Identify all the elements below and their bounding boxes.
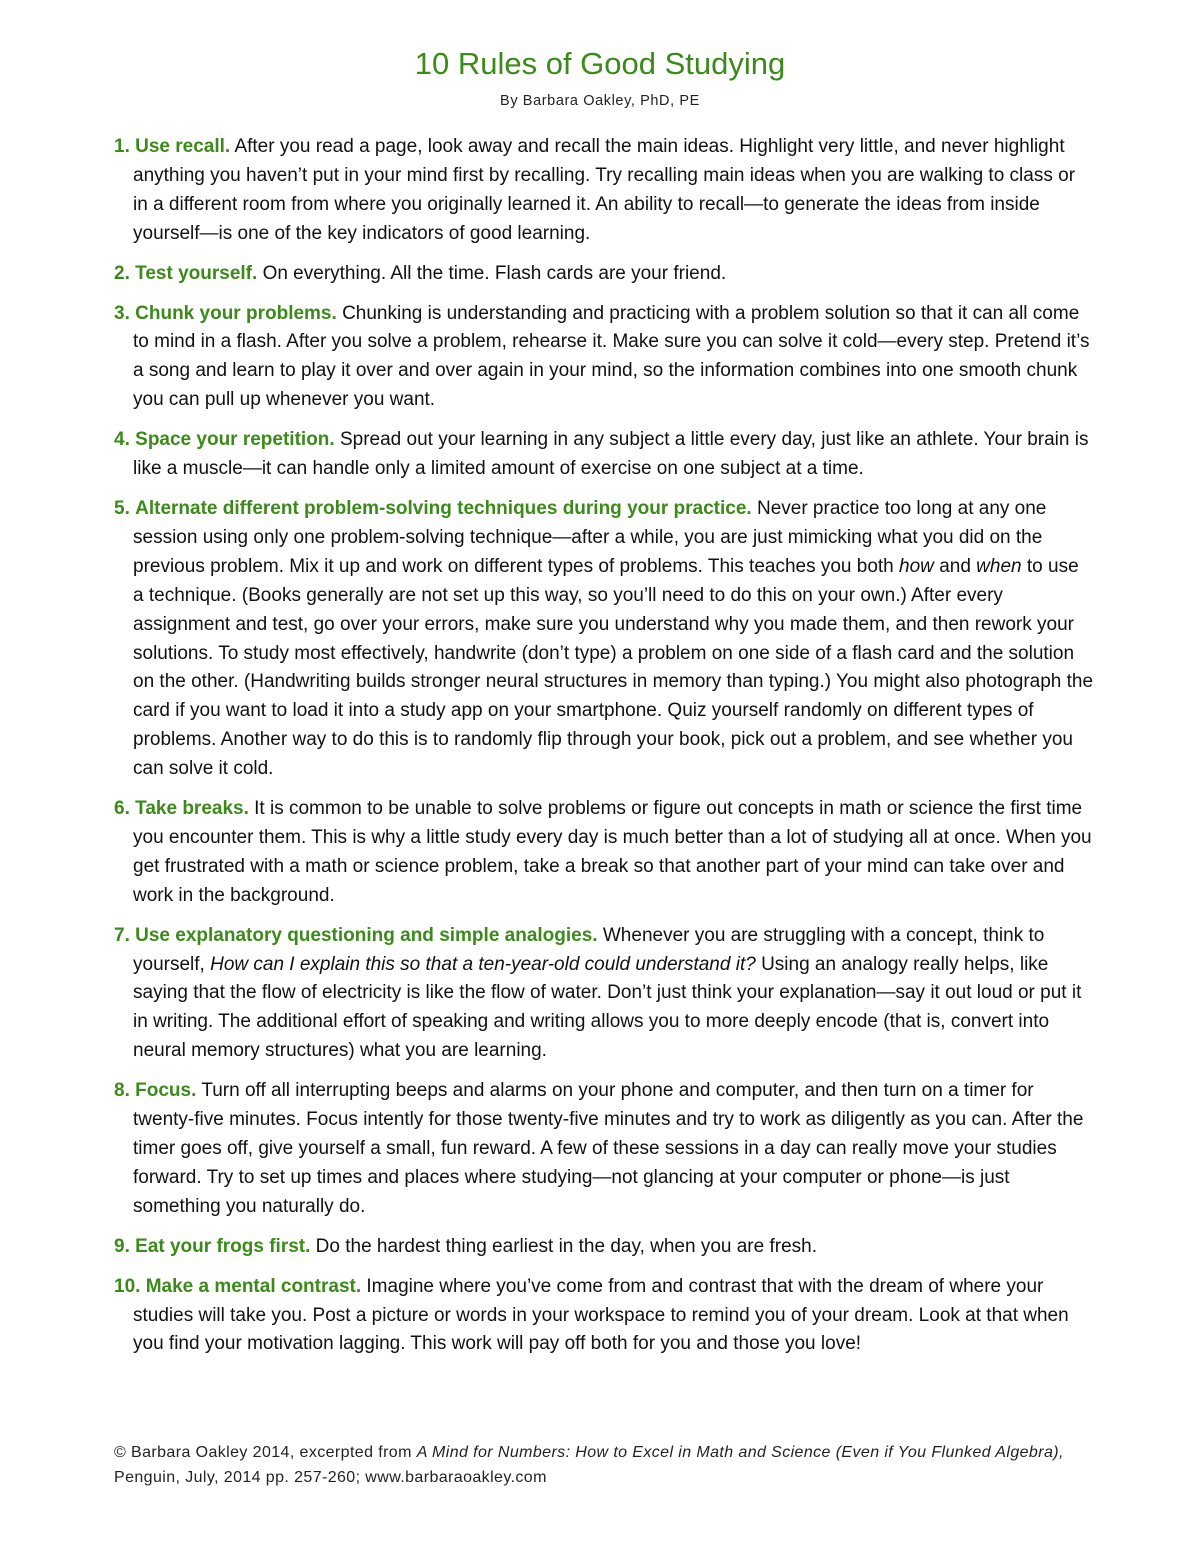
rule-item-10 bbox=[114, 1273, 1094, 1360]
rule-number: 1. bbox=[114, 136, 130, 157]
rule-text: Turn off all interrupting beeps and alarms on your phone and computer, and then turn on a timer for twenty-five minutes. Focus intently for those twenty-five minutes and try to work as diligently as you can. After the timer goes off, give yourself a small, fun reward. A few of these sessions in a day can really move your studies forward. Try to set up times and places where studying—not glancing at your computer or phone—is just something you naturally do. bbox=[133, 1080, 1084, 1217]
rule-text: and bbox=[939, 555, 971, 577]
rule-text: Never practice too long at any one session using only one problem-solving technique—after a while, you are just mimicking what you did on the previous problem. Mix it up and work on different types of problems. This teaches you both bbox=[133, 497, 1047, 577]
rule-text: to use a technique. (Books generally are not set up this way, so you’ll need to do this on your own.) After every assignment and test, go over your errors, make sure you understand why you made them, and then rework your solutions. To study most effectively, handwrite (don’t type) a problem on one side of a flash card and the solution on the other. (Handwriting builds stronger neural structures in memory than typing.) You might also photograph the card if you want to load it into a study app on your smartphone. Quiz yourself randomly on different types of problems. Another way to do this is to randomly flip through your book, pick out a problem, and see whether you can solve it cold. bbox=[133, 555, 1094, 780]
rule-heading: Chunk your problems. bbox=[135, 302, 337, 324]
rule-text: On everything. All the time. Flash cards are your friend. bbox=[262, 262, 727, 284]
author-byline: By Barbara Oakley, PhD, PE bbox=[500, 93, 700, 109]
rule-item-6 bbox=[114, 795, 1094, 911]
rule-heading: Use recall. bbox=[135, 136, 231, 157]
rule-item-9 bbox=[114, 1233, 1094, 1262]
rule-heading: Make a mental contrast. bbox=[145, 1275, 362, 1297]
rule-text: Whenever you are struggling with a concept, think to yourself, bbox=[133, 924, 1045, 975]
rule-text: It is common to be unable to solve problems or figure out concepts in math or science the first time you encounter them. This is why a little study every day is much better than a lot of studying all at once. When you get frustrated with a math or science problem, take a break so that another part of your mind can take over and work in the background. bbox=[133, 798, 1092, 906]
rule-heading: Space your repetition. bbox=[135, 429, 335, 451]
rule-italic-text: when bbox=[976, 555, 1022, 577]
rule-number: 9. bbox=[114, 1235, 130, 1257]
rule-text: After you read a page, look away and recall the main ideas. Highlight very little, and never highlight anything you haven’t put in your mind first by recalling. Try recalling main ideas when you are walking to class or in a different room from where you originally learned it. An ability to recall—to generate the ideas from inside yourself—is one of the key indicators of good learning. bbox=[133, 136, 1076, 244]
rule-heading: Focus. bbox=[135, 1080, 197, 1102]
rule-heading: Use explanatory questioning and simple analogies. bbox=[135, 924, 598, 946]
rules-list bbox=[114, 133, 1094, 1370]
footer-book-title: A Mind for Numbers: How to Excel in Math and Science (Even if You Flunked Algebra), bbox=[416, 1444, 1064, 1461]
rule-text: Do the hardest thing earliest in the day, when you are fresh. bbox=[315, 1235, 818, 1257]
rule-heading: Eat your frogs first. bbox=[135, 1235, 311, 1257]
rule-italic-text: how bbox=[899, 555, 934, 577]
rule-heading: Alternate different problem-solving techniques during your practice. bbox=[135, 497, 752, 519]
rule-item-4 bbox=[114, 426, 1094, 484]
copyright-footer bbox=[114, 1440, 1094, 1490]
rule-number: 2. bbox=[114, 262, 130, 284]
footer-suffix: Penguin, July, 2014 pp. 257-260; www.barbaraoakley.com bbox=[114, 1469, 547, 1486]
rule-heading: Test yourself. bbox=[135, 262, 258, 284]
page-title: 10 Rules of Good Studying bbox=[414, 46, 786, 81]
rule-text: Spread out your learning in any subject a little every day, just like an athlete. Your brain is like a muscle—it can handle only a limited amount of exercise on one subject at a time. bbox=[133, 429, 1089, 480]
rule-item-1 bbox=[114, 133, 1094, 249]
footer-prefix: © Barbara Oakley 2014, excerpted from bbox=[114, 1444, 412, 1461]
rule-number: 5. bbox=[114, 497, 130, 519]
rule-item-5 bbox=[114, 495, 1094, 784]
rule-text: Imagine where you’ve come from and contrast that with the dream of where your studies will take you. Post a picture or words in your workspace to remind you of your dream. Look at that when you find your motivation lagging. This work will pay off both for you and those you love! bbox=[133, 1275, 1069, 1355]
rule-item-2 bbox=[114, 260, 1094, 289]
rule-number: 3. bbox=[114, 302, 130, 324]
rule-number: 6. bbox=[114, 798, 130, 820]
rule-text: Using an analogy really helps, like saying that the flow of electricity is like the flow of water. Don’t just think your explanation—say it out loud or put it in writing. The additional effort of speaking and writing allows you to more deeply encode (that is, convert into neural memory structures) what you are learning. bbox=[133, 953, 1082, 1062]
rule-number: 7. bbox=[114, 924, 130, 946]
rule-text: Chunking is understanding and practicing with a problem solution so that it can all come to mind in a flash. After you solve a problem, rehearse it. Make sure you can solve it cold—every step. Pretend it’s a song and learn to play it over and over again in your mind, so the information combines into one smooth chunk you can pull up whenever you want. bbox=[133, 302, 1090, 411]
rule-number: 10. bbox=[114, 1275, 141, 1297]
rule-item-7 bbox=[114, 922, 1094, 1067]
rule-number: 8. bbox=[114, 1080, 130, 1102]
rule-number: 4. bbox=[114, 429, 130, 451]
rule-italic-text: How can I explain this so that a ten-year-old could understand it? bbox=[210, 953, 756, 975]
rule-item-3 bbox=[114, 300, 1094, 416]
rule-item-8 bbox=[114, 1077, 1094, 1222]
rule-heading: Take breaks. bbox=[135, 798, 249, 820]
